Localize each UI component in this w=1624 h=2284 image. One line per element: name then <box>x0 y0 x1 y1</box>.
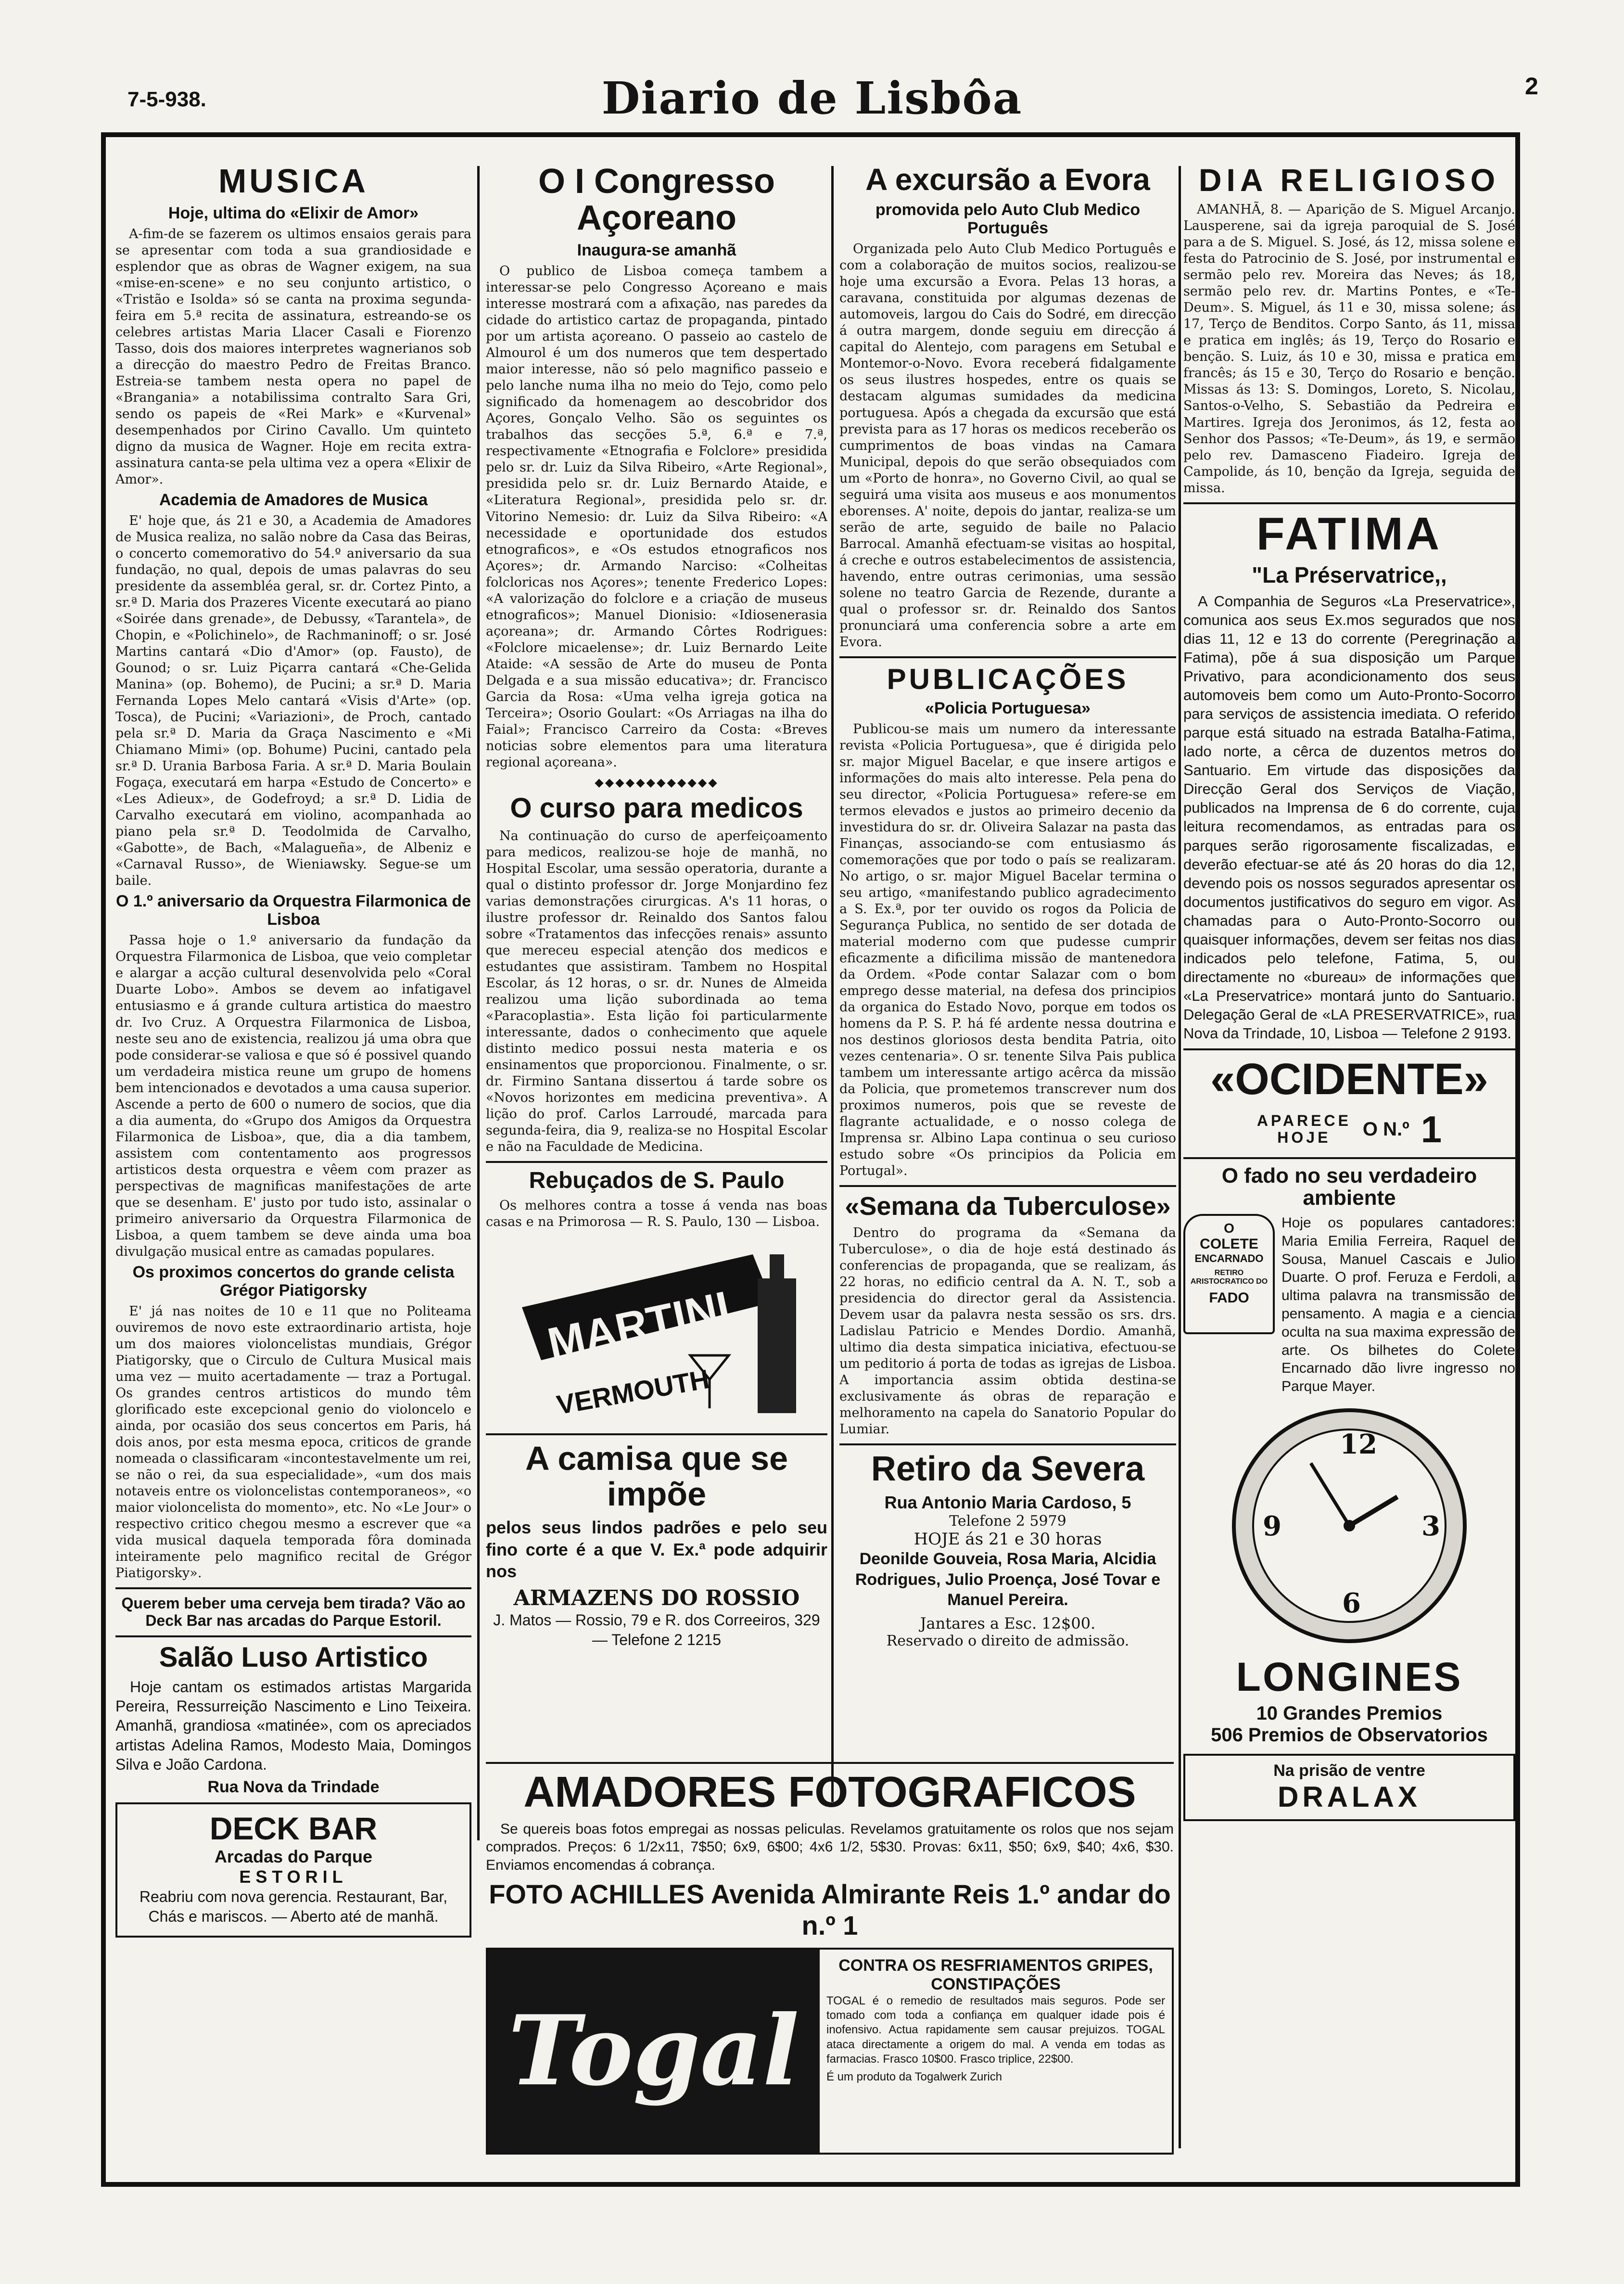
retiro-address: Rua Antonio Maria Cardoso, 5 <box>884 1492 1131 1512</box>
congresso-heading: O I Congresso Açoreano <box>538 164 775 237</box>
togal-brand: Togal <box>508 1994 799 2108</box>
bottle-icon <box>758 1278 796 1413</box>
divider <box>839 1443 1176 1445</box>
armazens-name: ARMAZENS DO ROSSIO <box>513 1586 800 1611</box>
bottom-ads <box>486 1756 1174 2155</box>
piatigorsky-text: E' já nas noites de 10 e 11 que no Politeama ouviremos de novo este extraordinario artista, hoje um dos maiores violoncelistas mundiais, Grégor Piatigorsky, que o Circulo de Cultura Musical mais uma vez — muito acertadamente — traz a Portugal. Os grandes centros artisticos do mundo têm glorificado este excepcional genio do violoncelo e ainda, por ocasião dos seus concertos em Paris, há dois anos, por esta mesma epoca, criticos de grande nomeada o classificaram «incontestavelmente um rei, se não o rei, da sua especialidade», «um dos mais notaveis entre os violoncelistas contemporaneos», «o maior violoncelista do momento», etc. No «Le Jour» o respectivo critico chegou mesmo a escrever que «a vida musical daquela temporada fôra dominada inteiramente pelo magnifico recital de Grégor Piatigorsky». <box>115 1303 471 1581</box>
beer-notice: Querem beber uma cerveja bem tirada? Vão ao Deck Bar nas arcadas do Parque Estoril. <box>121 1595 466 1629</box>
evora-heading: A excursão a Evora <box>865 164 1150 197</box>
newspaper-title: Diario de Lisbôa <box>601 72 1023 124</box>
divider <box>1183 1048 1515 1050</box>
colete-badge-o: O <box>1224 1220 1234 1236</box>
religioso-text: AMANHÃ, 8. — Aparição de S. Miguel Arcanjo. Lausperene, sai da igreja paroquial de S. José para a de S. Miguel. S. José, ás 12, missa solene e festa do Patrocinio de S. José, por instrumental e sermão pelo rev. Moreira das Neves; ás 18, sermão pelo rev. dr. Martins Pontes, e «Te-Deum». S. Miguel, ás 11 e 30, missa solene; ás 17, Terço de Benditos. Corpo Santo, ás 11, missa e pratica em inglês; ás 19, Terço do Rosario e benção. S. Luiz, ás 10 e 30, missa e pratica em francês; ás 15 e 30, Terço do Rosario e benção. Missas ás 13: S. Domingos, Loreto, S. Nicolau, Santos-o-Velho, S. Sebastião da Pedreira e Martires. Igreja dos Jeronimos, ás 12, festa ao Senhor dos Passos; «Te-Deum», ás 19, e sermão pelo rev. Damasceno Fiadeiro. Igreja de Campolide, ás 10, benção da Igreja, seguida de missa. <box>1183 202 1515 496</box>
salao-address: Rua Nova da Trindade <box>207 1778 380 1797</box>
amadores-text: Se quereis boas fotos empregai as nossas peliculas. Revelamos gratuitamente os rolos que nos sejam comprados. Preços: 6 1/2x11, 7$50; 6x9, 6$00; 4x6 1/2, 5$30. Provas: 6x11, $50; 6x9, $40; 4x6, $30. Enviamos encomendas á cobrança. <box>486 1821 1174 1874</box>
longines-brand: LONGINES <box>1236 1654 1463 1699</box>
ocidente-title: «OCIDENTE» <box>1210 1055 1488 1104</box>
deck-bar-title: DECK BAR <box>209 1811 378 1847</box>
religioso-heading: DIA RELIGIOSO <box>1198 164 1500 198</box>
publicacoes-sub: «Policia Portuguesa» <box>925 699 1091 717</box>
achilles-line: FOTO ACHILLES Avenida Almirante Reis 1.º andar do n.º 1 <box>489 1878 1171 1940</box>
elixir-text: A-fim-de se fazerem os ultimos ensaios gerais para se apresentar com toda a sua grandiosidade e esplendor que as obras de Wagner exigem, na sua «mise-en-scene» e no seu conjunto artistico, o «Tristão e Isolda» só se canta na proxima segunda-feira em 5.ª recita de assinatura, estreando-se os celebres artistas Maria Llacer Casali e Fiorenzo Tasso, dois dos maiores interpretes wagnerianos sob a direcção do maestro Pedro de Freitas Branco. Estreia-se tambem nesta opera no papel de «Brangania» a notabilissima contralto Sara Gri, sendo os papeis de «Rei Mark» e «Kurvenal» desempenhados por Cirino Cavallo. Um quinteto digno da musica de Wagner. Hoje em recita extra-assinatura canta-se pela ultima vez a opera «Elixir de Amor». <box>115 226 471 487</box>
colete-badge-retiro: RETIRO ARISTOCRATICO DO <box>1190 1268 1268 1286</box>
retiro-hours: HOJE ás 21 e 30 horas <box>914 1529 1102 1549</box>
amadores-title: AMADORES FOTOGRAFICOS <box>523 1768 1136 1816</box>
togal-copy <box>820 1950 1172 2153</box>
column-rule <box>831 166 834 1802</box>
column-rule <box>1179 166 1181 2148</box>
semana-title: «Semana da Tuberculose» <box>845 1192 1171 1221</box>
divider <box>1183 502 1515 504</box>
fado-ad <box>1183 1214 1515 1396</box>
divider <box>115 1635 471 1637</box>
svg-text:9: 9 <box>1263 1510 1281 1542</box>
martini-ad <box>503 1235 811 1428</box>
musica-heading: MUSICA <box>218 164 369 200</box>
rebucados-title: Rebuçados de S. Paulo <box>529 1167 785 1193</box>
togal-logo <box>488 1950 820 2153</box>
togal-ad <box>486 1948 1174 2155</box>
longines-prize1: 10 Grandes Premios <box>1256 1703 1443 1724</box>
deck-bar-sub1: Arcadas do Parque <box>214 1847 373 1867</box>
svg-text:3: 3 <box>1421 1510 1440 1542</box>
academia-title: Academia de Amadores de Musica <box>159 490 428 509</box>
column-rule <box>477 166 480 1840</box>
martini-sub: VERMOUTH <box>554 1364 712 1420</box>
camisa-title: A camisa que se impõe <box>525 1440 788 1513</box>
elixir-title: Hoje, ultima do «Elixir de Amor» <box>168 204 419 222</box>
evora-sub: promovida pelo Auto Club Medico Português <box>875 201 1141 238</box>
divider <box>486 1433 827 1435</box>
masthead <box>0 0 1624 130</box>
fatima-title: FATIMA <box>1256 508 1443 560</box>
divider <box>486 1762 1174 1764</box>
publicacoes-text: Publicou-se mais um numero da interessante revista «Policia Portuguesa», que é dirigida pelo sr. major Miguel Bacelar, e que insere artigos e informações do mais alto interesse. Pela pena do seu director, «Policia Portuguesa» refere-se em termos elevados e justos ao primeiro decenio da investidura do sr. dr. Oliveira Salazar na pasta das Finanças, associando-se com entusiasmo ás comemorações que por todo o país se realizaram. No artigo, o sr. major Miguel Bacelar termina o seu artigo, «manifestando publico agradecimento a S. Ex.ª, por ter ouvido os rogos da Policia de Segurança Publica, no sentido de ser dotada de material moderno com que pudesse cumprir eficazmente a dificilima missão de mantenedora da Ordem. «Pode contar Salazar com o bom emprego desse material, na defesa dos principios da organica do Estado Novo, porque em todos os homens da P. S. P. há fé ardente nessa doutrina e nos destinos gloriosos desta bendita Patria, oito vezes centenaria». O sr. tenente Silva Pais publica tambem um interessante artigo acêrca da missão da Policia, que prometemos transcrever num dos proximos numeros, pois que se reveste de flagrante actualidade, e o nosso colega de Imprensa sr. Albino Lapa continua o seu curioso estudo sobre «Os principios da Policia em Portugal». <box>839 721 1176 1179</box>
fado-text: Hoje os populares cantadores: Maria Emilia Ferreira, Raquel de Sousa, Manuel Cascais e Julio Duarte. O prof. Feruza e Ferdoli, a ultima palavra na transmissão de pensamento. A magia e a ciencia oculta na sua maxima expressão de arte. Os bilhetes do Colete Encarnado dão livre ingresso no Parque Mayer. <box>1281 1214 1515 1395</box>
retiro-phone: Telefone 2 5979 <box>949 1512 1066 1530</box>
semana-text: Dentro do programa da «Semana da Tuberculose», o dia de hoje está destinado ás conferencias de propaganda, que se realizam, ás 22 horas, no edificio central da A. N. T., sob a presidencia do director geral da Assistencia. Devem usar da palavra nesta sessão os srs. drs. Ladislau Patricio e Mendes Dordio. Amanhã, ultimo dia desta simpatica iniciativa, efectuou-se um peditorio á porta de todas as igrejas de Lisboa. A importancia assim obtida destina-se exclusivamente ás obras de reparação e melhoramento na capela do Sanatorio Popular do Lumiar. <box>839 1225 1176 1437</box>
divider <box>115 1587 471 1589</box>
armazens-address: J. Matos — Rossio, 79 e R. dos Correeiros, 329 — Telefone 2 1215 <box>493 1611 820 1648</box>
salao-text: Hoje cantam os estimados artistas Margarida Pereira, Ressurreição Nascimento e Lino Teixeira. Amanhã, grandiosa «matinée», com os apreciados artistas Adelina Ramos, Modesto Maia, Domingos Silva e João Cardona. <box>115 1678 471 1773</box>
publicacoes-heading: PUBLICAÇÕES <box>887 663 1129 695</box>
column-religioso <box>1183 164 1515 2151</box>
deck-bar-sub2: ESTORIL <box>239 1867 348 1887</box>
retiro-note: Reservado o direito de admissão. <box>886 1633 1129 1650</box>
column-musica <box>115 164 471 2151</box>
togal-text: TOGAL é o remedio de resultados mais seguros. Pode ser tomado com toda a confiança em qualquer idade pois é inofensivo. Actua rapidamente sem causar prejuizos. TOGAL ataca directamente a origem do mal. A venda em todas as farmacias. Frasco 10$00. Frasco triplice, 22$00. <box>826 1994 1165 2066</box>
colete-badge-colete: COLETE <box>1200 1236 1258 1252</box>
divider <box>839 1185 1176 1187</box>
retiro-price: Jantares a Esc. 12$00. <box>920 1614 1096 1633</box>
fatima-sub: "La Préservatrice,, <box>1252 562 1447 588</box>
dralax-ad <box>1183 1754 1515 1821</box>
retiro-title: Retiro da Severa <box>871 1450 1145 1489</box>
colete-badge <box>1183 1214 1275 1334</box>
deck-bar-ad <box>115 1802 471 1938</box>
ocidente-sub2: HOJE <box>1277 1129 1331 1147</box>
divider <box>839 656 1176 658</box>
longines-prize2: 506 Premios de Observatorios <box>1211 1724 1488 1746</box>
martini-brand: MARTINI <box>543 1282 734 1369</box>
divider-dots: ◆◆◆◆◆◆◆◆◆◆◆◆ <box>595 775 719 789</box>
salao-title: Salão Luso Artistico <box>159 1641 428 1673</box>
bottle-neck-icon <box>770 1254 784 1283</box>
page-number: 2 <box>1525 73 1538 100</box>
issue-date: 7-5-938. <box>127 88 206 111</box>
evora-text: Organizada pelo Auto Club Medico Português e com a colaboração de muitos socios, realizou-se hoje uma excursão a Evora. Pelas 13 horas, a caravana, constituida por algumas dezenas de automoveis, largou do Cais do Sodré, em direcção á outra margem, donde seguiu em direcção á capital do Alentejo, com paragens em Setubal e Montemor-o-Novo. Evora receberá fidalgamente os seus ilustres hospedes, entre os quais se destacam algumas sumidades da medicina portuguesa. Após a chegada da excursão que está prevista para as 17 horas os medicos receberão os cumprimentos de boas vindas na Camara Municipal, depois do que serão obsequiados com um «Porto de honra», no Governo Civil, ao qual se seguirá uma visita aos museus e aos monumentos eborenses. A' noite, depois do jantar, realiza-se um serão de arte, seguido de baile no Palacio Barrocal. Amanhã efectuam-se visitas ao hospital, á creche e outros estabelecimentos de assistencia, havendo, entre outras cerimonias, uma sessão solene no teatro Garcia de Rezende, durante a qual o professor sr. dr. Reinaldo dos Santos pronunciará uma conferencia sobre a arte em Evora. <box>839 242 1176 650</box>
curso-text: Na continuação do curso de aperfeiçoamento para medicos, realizou-se hoje de manhã, no Hospital Escolar, uma sessão operatoria, durante a qual o distinto professor dr. Jorge Monjardino fez varias demonstrações cirurgicas. A's 11 horas, o ilustre professor dr. Reinaldo dos Santos falou sobre «Tratamentos das infecções renais» assunto que mereceu especial atenção dos medicos e estudantes que assistiram. Tambem no Hospital Escolar, ás 12 horas, o sr. dr. Nunes de Almeida realizou uma lição subordinada ao tema «Paracoplastia». Esta lição foi particularmente interessante, dados o conhecimento que aquele distinto medico possui nesta materia e os ensinamentos que proporcionou. Finalmente, o sr. dr. Firmino Santana dissertou á tarde sobre os «Novos horizontes em medicina preventiva». A lição do prof. Carlos Larroudé, marcada para segunda-feira, dia 9, realiza-se no Hospital Escolar e não na Faculdade de Medicina. <box>486 828 827 1154</box>
svg-text:12: 12 <box>1340 1428 1377 1460</box>
deck-bar-text: Reabriu com nova gerencia. Restaurant, Bar, Chás e mariscos. — Aberto até de manhã. <box>139 1888 448 1925</box>
fado-title: O fado no seu verdadeiro ambiente <box>1221 1163 1477 1210</box>
orquestra-title: O 1.º aniversario da Orquestra Filarmonica de Lisboa <box>115 892 471 929</box>
retiro-artists: Deonilde Gouveia, Rosa Maria, Alcidia Rodrigues, Julio Proença, José Tovar e Manuel Pereira. <box>855 1549 1161 1609</box>
ocidente-sub1: APARECE <box>1256 1111 1351 1129</box>
togal-maker: É um produto da Togalwerk Zurich <box>826 2070 1002 2084</box>
divider <box>1183 1157 1515 1159</box>
ocidente-no: O N.º <box>1362 1118 1409 1140</box>
ocidente-line <box>1183 1108 1515 1151</box>
ocidente-num: 1 <box>1421 1108 1442 1150</box>
togal-head: CONTRA OS RESFRIAMENTOS GRIPES, CONSTIPAÇÕES <box>838 1956 1153 1993</box>
academia-text: E' hoje que, ás 21 e 30, a Academia de Amadores de Musica realiza, no salão nobre da Casa das Beiras, o concerto comemorativo do 54.º aniversario da sua fundação, no qual, depois de umas palavras do seu presidente da assembléa geral, sr. dr. Cortez Pinto, a sr.ª D. Maria dos Prazeres Vicente executará ao piano «Soirée dans grenade», de Debussy, «Tarantela», de Chopin, e «Polichinelo», de Rachmaninoff; o sr. José Martins cantará «Dio d'Amor» (op. Fausto), de Gounod; o sr. Luiz Piçarra cantará «Che-Gelida Manina» (op. Bohemo), de Pucini; a sr.ª D. Maria Fernanda Lopes Melo cantará «Visis d'Arte» (op. Tosca), de Pucini; «Variazioni», de Proch, cantado pela sr.ª D. Maria da Graça Nascimento e «Mi Chiamano Mimi» (op. Bohume) Pucini, cantado pela sr.ª D. Urania Barbosa Faria. A sr.ª D. Maria Boulain Fogaça, executará em harpa «Estudo de Concerto» e «Les Adieux», de Godefroyd; a sr.ª D. Lidia de Carvalho executará em violino, acompanhada ao piano pela sr.ª D. Teodolmida de Carvalho, «Gabotte», de Bach, «Malagueña», de Albeniz e «Carnaval Russo», de Wieniawsky. Segue-se um baile. <box>115 513 471 889</box>
fatima-text: A Companhia de Seguros «La Preservatrice», comunica aos seus Ex.mos segurados que nos dias 11, 12 e 13 do corrente (Peregrinação a Fatima), põe á sua disposição um Parque Privativo, para acondicionamento dos seus automoveis bem como um Auto-Pronto-Socorro para serviços de assistencia imediata. O referido parque está situado na estrada Batalha-Fatima, lado norte, a cêrca de duzentos metros do Santuario. Em virtude das disposições da Direcção Geral dos Serviços de Viação, publicados na Imprensa de 6 do corrente, cuja leitura recomendamos, as entradas para os parques serão rigorosamente fiscalizadas, e deverão efectuar-se até ás 20 horas do dia 12, devendo pois os nossos segurados apresentar os documentos justificativos do seguro em vigor. As chamadas para o Auto-Pronto-Socorro ou quaisquer informações, devem ser feitas nos dias indicados pelo telefone, Fatima, 5, ou directamente no «bureau» de informações que «La Preservatrice» montará junto do Santuario. Delegação Geral de «LA PRESERVATRICE», rua Nova da Trindade, 10, Lisboa — Telefone 2 9193. <box>1183 592 1515 1042</box>
piatigorsky-title: Os proximos concertos do grande celista Grégor Piatigorsky <box>132 1263 455 1300</box>
svg-text:6: 6 <box>1342 1587 1361 1619</box>
camisa-text: pelos seus lindos padrões e pelo seu fino corte é a que V. Ex.ª pode adquirir nos <box>486 1518 827 1582</box>
dralax-brand: DRALAX <box>1278 1781 1421 1813</box>
dralax-sub: Na prisão de ventre <box>1273 1761 1425 1780</box>
clock-image <box>1224 1401 1474 1651</box>
congresso-text: O publico de Lisboa começa tambem a interessar-se pelo Congresso Açoreano e mais interesse mostrará com a afixação, nas paredes da cidade do artistico cartaz de propaganda, pintado por um artista açoreano. O passeio ao castelo de Almourol é um dos numeros que tem despertado maior interesse, não só pelo magnifico passeio e pelo lanche numa ilha no meio do Tejo, como pelo significado da homenagem ao descobridor dos Açores, Gonçalo Velho. São os seguintes os trabalhos das secções 5.ª, 6.ª e 7.ª, respectivamente «Etnografia e Folclore» presidida pelo sr. dr. Luiz da Silva Ribeiro, «Arte Regional», presidida pelo sr. dr. Luiz Bernardo Ataide, e «Literatura Regional», presidida pelo sr. dr. Vitorino Nemesio: dr. Luiz da Silva Ribeiro: «A necessidade e oportunidade dos estudos etnograficos», e «Os estudos etnograficos nos Açores»; dr. Armando Narciso: «Colheitas folcloricas nos Açores»; tenente Frederico Lopes: «A valorização do folclore e a criação de museus etnograficos»; Manuel Dionisio: «Idiosenerasia açoreana»; dr. Armando Côrtes Rodrigues: «Folclore micaelense»; dr. Luiz Bernardo Leite Ataide: «A sessão de Arte do museu de Ponta Delgada e a sua missão educativa»; dr. Francisco Garcia da Rosa: «Uma velha igreja gotica na Terceira»; Osorio Goulart: «Os Arriagas na ilha do Faial»; Francisco Carreiro da Costa: «Breves noticias sobre elementos para uma literatura regional açoreana». <box>486 264 827 770</box>
divider <box>486 1161 827 1163</box>
curso-title: O curso para medicos <box>510 792 803 824</box>
colete-badge-encarnado: ENCARNADO <box>1194 1252 1264 1264</box>
orquestra-text: Passa hoje o 1.º aniversario da fundação da Orquestra Filarmonica de Lisboa, que veio completar e alargar a acção cultural desenvolvida pelo «Coral Duarte Lobo». Ambos se devem ao infatigavel entusiasmo e á grande cultura artistica do maestro dr. Ivo Cruz. A Orquestra Filarmonica de Lisboa, neste seu ano de existencia, realizou já uma obra que pode considerar-se valiosa e que só é possivel quando um verdadeira mistica reune um grupo de homens bem intencionados e devotados a uma causa superior. Ascende a perto de 600 o numero de socios, que dia a dia aumenta, do «Grupo dos Amigos da Orquestra Filarmonica de Lisboa», que, dia a dia tambem, assistem com contentamento aos progressos artisticos desta orquestra e vêem com prazer as perspectivas de magnificas manifestações de arte que se desenham. E' justo por tudo isto, assinalar o primeiro aniversario da Orquestra Filarmonica de Lisboa, a quem tambem se deve ainda uma boa divulgação musical entre as camadas populares. <box>115 933 471 1259</box>
colete-badge-fado: FADO <box>1209 1289 1249 1306</box>
rebucados-text: Os melhores contra a tosse á venda nas boas casas e na Primorosa — R. S. Paulo, 130 — Lisboa. <box>486 1198 827 1230</box>
congresso-sub: Inaugura-se amanhã <box>577 241 736 260</box>
